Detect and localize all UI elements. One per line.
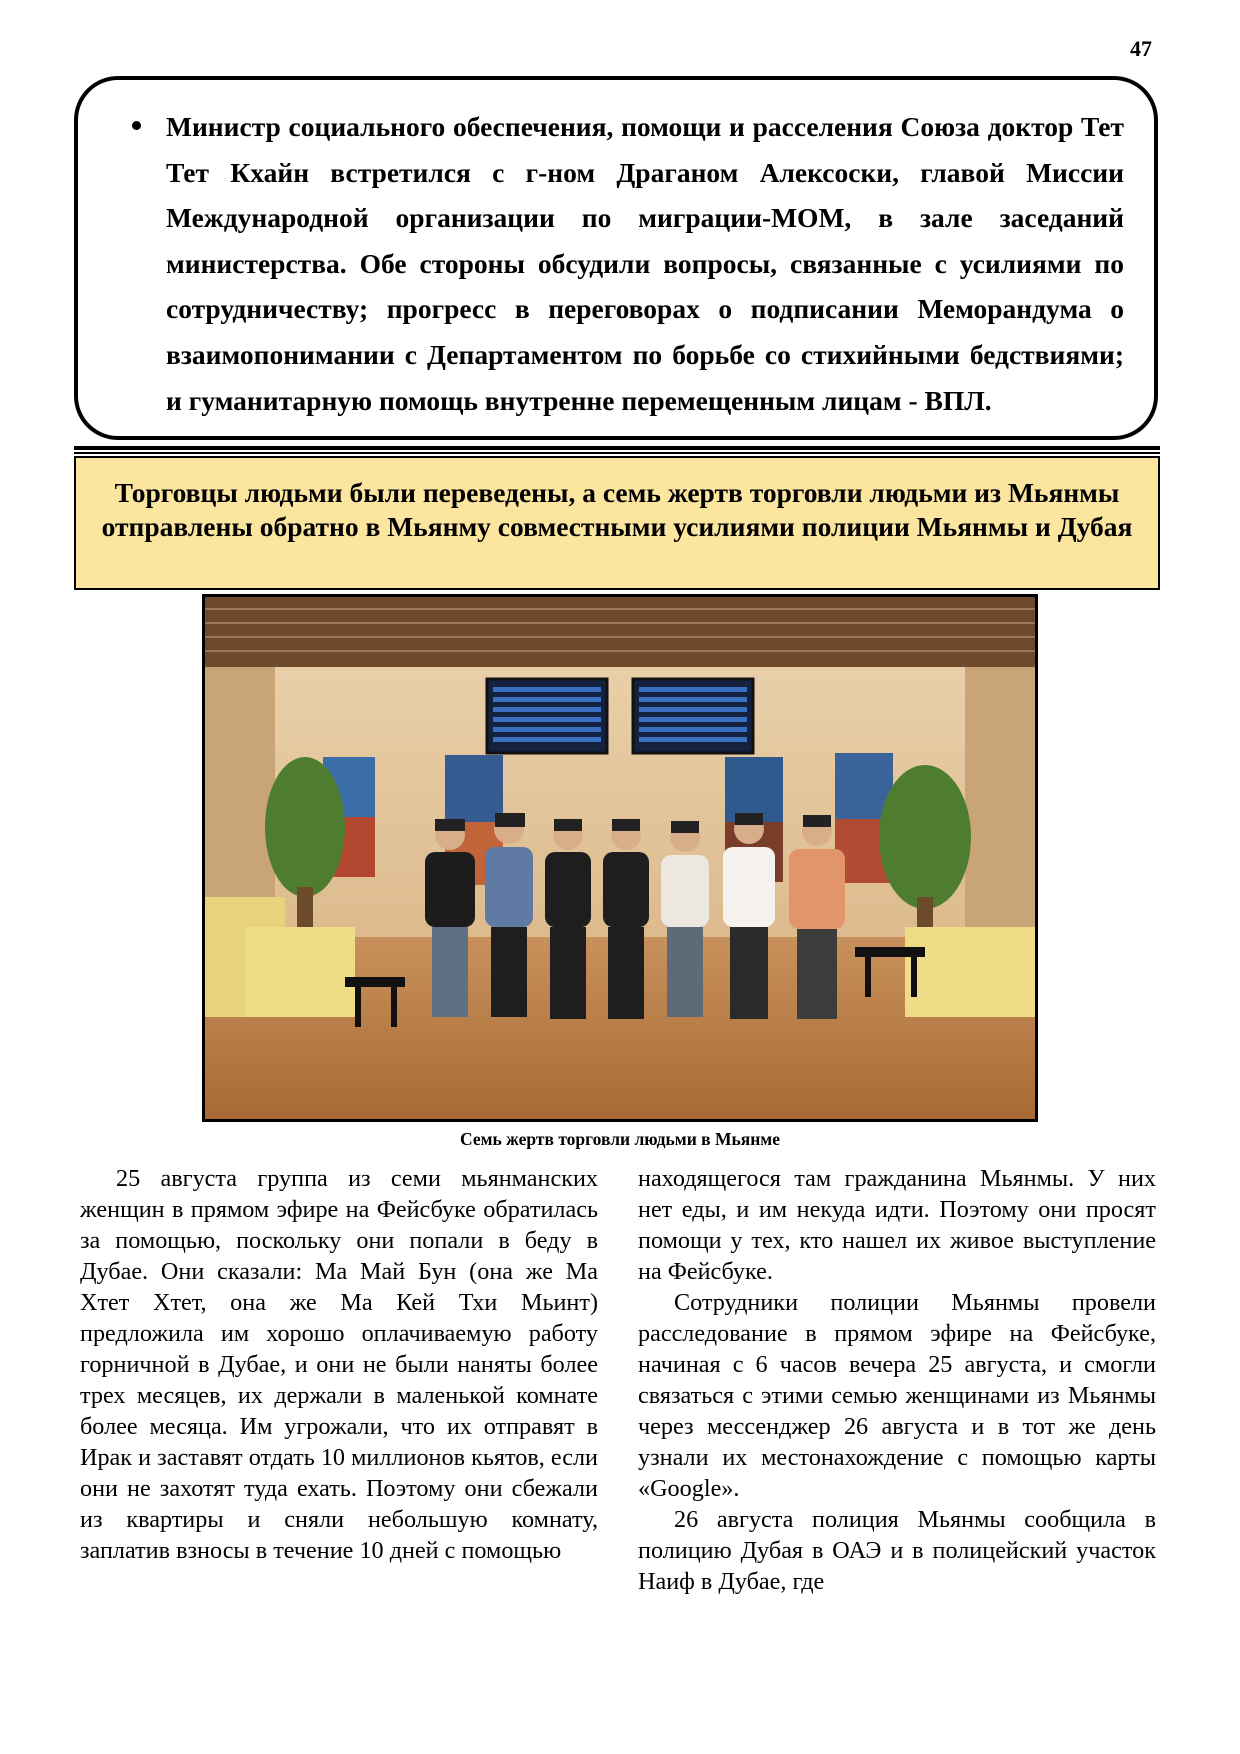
article-photo: [202, 594, 1038, 1122]
paragraph: 26 августа полиция Мьянмы сообщила в полицию Дубая в ОАЭ и в полицейский участок Наиф в Дубае, где: [638, 1506, 1156, 1595]
article-column-left: [80, 1163, 598, 1566]
paragraph: находящегося там гражданина Мьянмы. У них нет еды, и им некуда идти. Поэтому они просят помощи у тех, кто нашел их живое выступление на Фейсбуке.: [638, 1165, 1156, 1285]
photo-caption: Семь жертв торговли людьми в Мьянме: [460, 1129, 780, 1149]
photo-illustration: [205, 597, 1035, 1119]
paragraph: Сотрудники полиции Мьянмы провели расследование в прямом эфире на Фейсбуке, начиная с 6 часов вечера 25 августа, и смогли связаться с этими семью женщинами из Мьянмы через мессенджер 26 августа и в тот же день узнали их местонахождение с помощью карты «Google».: [638, 1289, 1156, 1502]
article-column-right: [638, 1163, 1156, 1597]
page-number: 47: [1130, 36, 1152, 61]
paragraph: 25 августа группа из семи мьянманских женщин в прямом эфире на Фейсбуке обратилась за помощью, поскольку они попали в беду в Дубае. Они сказали: Ма Май Бун (она же Ма Хтет Хтет, она же Ма Кей Тхи Мьинт) предложила им хорошо оплачиваемую работу горничной в Дубае, и они не были наняты более трех месяцев, их держали в маленькой комнате более месяца. Им угрожали, что их отправят в Ирак и заставят отдать 10 миллионов кьятов, если они не захотят туда ехать. Поэтому они сбежали из квартиры и сняли небольшую комнату, заплатив взносы в течение 10 дней с помощью: [80, 1165, 598, 1564]
separator-rule-thick: [74, 446, 1160, 450]
news-item-text: Министр социального обеспечения, помощи и расселения Союза доктор Тет Тет Кхайн встретился с г-ном Драганом Алексоски, главой Миссии Международной организации по миграции-МОМ, в зале заседаний министерства. Обе стороны обсудили вопросы, связанные с усилиями по сотрудничеству; прогресс в переговорах о подписании Меморандума о взаимопонимании с Департаментом по борьбе со стихийными бедствиями; и гуманитарную помощь внутренне перемещенным лицам - ВПЛ.: [166, 111, 1124, 416]
news-box: [74, 76, 1158, 440]
bullet-icon: [132, 121, 141, 130]
article-headline: Торговцы людьми были переведены, а семь жертв торговли людьми из Мьянмы отправлены обратно в Мьянму совместными усилиями полиции Мьянмы и Дубая: [74, 456, 1160, 590]
separator-rule-thin: [74, 452, 1160, 454]
news-list: [132, 104, 1124, 423]
news-item: [132, 104, 1124, 423]
